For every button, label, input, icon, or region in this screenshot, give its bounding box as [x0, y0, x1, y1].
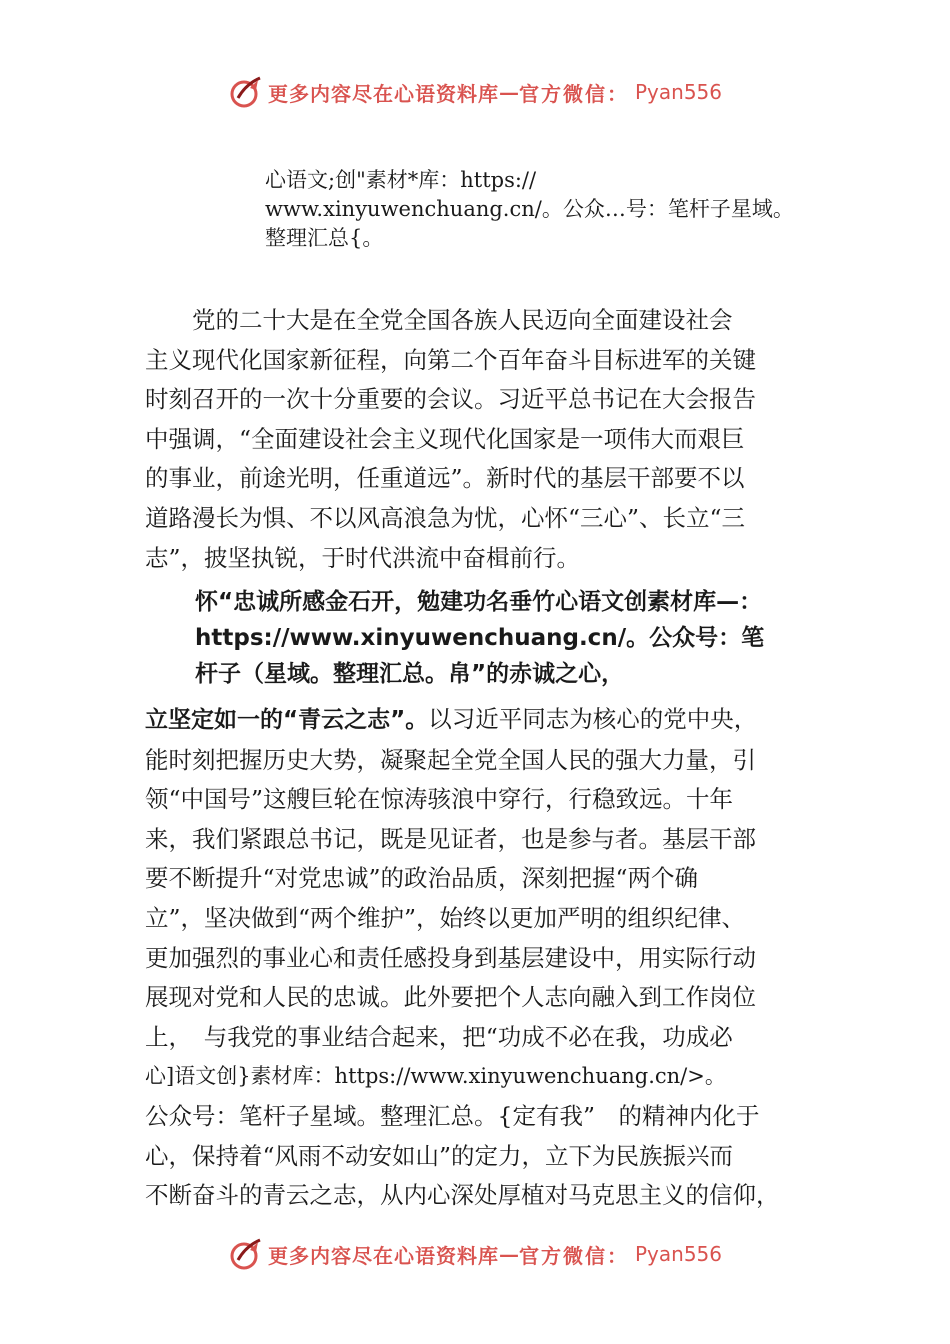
text-line: 立”，坚决做到“两个维护”，始终以更加严明的组织纪律、 — [145, 903, 746, 932]
banner-separator: — — [498, 80, 519, 104]
text-line: 领“中国号”这艘巨轮在惊涛骇浪中穿行，行稳致远。十年 — [145, 785, 734, 814]
brand-logo-icon — [228, 1236, 264, 1272]
note-line: 整理汇总{。 — [265, 226, 384, 250]
text-line: 党的二十大是在全党全国各族人民迈向全面建设社会 — [145, 306, 733, 334]
note-line: www.xinyuwenchuang.cn/。公众…号：笔杆子星域。 — [265, 197, 794, 221]
heading-line: https://www.xinyuwenchuang.cn/。公众号：笔 — [195, 625, 765, 651]
header-banner — [0, 72, 950, 112]
text-line: 不断奋斗的青云之志，从内心深处厚植对马克思主义的信仰， — [145, 1181, 780, 1210]
text-line: 上， 与我党的事业结合起来，把“功成不必在我，功成必 — [145, 1022, 733, 1051]
text-line: 主义现代化国家新征程，向第二个百年奋斗目标进军的关键 — [145, 345, 756, 374]
subheading-inline: 立坚定如一的“青云之志”。 — [145, 707, 429, 733]
banner-wechat-id: Pyan556 — [634, 1242, 722, 1266]
text-line: 能时刻把握历史大势，凝聚起全党全国人民的强大力量，引 — [145, 745, 756, 774]
banner-wechat-id: Pyan556 — [634, 80, 722, 104]
text-line: 道路漫长为惧、不以风高浪急为忧，心怀“三心”、长立“三 — [145, 503, 746, 532]
text-line: 公众号：笔杆子星域。整理汇总。{定有我” 的精神内化于 — [145, 1101, 760, 1130]
text-line: 的事业，前途光明，任重道远”。新时代的基层干部要不以 — [145, 464, 745, 493]
text-inline: 以习近平同志为核心的党中央， — [428, 705, 758, 733]
paragraph-intro — [145, 301, 835, 578]
banner-separator: — — [498, 1242, 519, 1266]
note-line: 心语文;创"素材*库：https:// — [265, 168, 537, 192]
paragraph-main — [145, 700, 835, 1216]
text-line: 展现对党和人民的忠诚。此外要把个人志向融入到工作岗位 — [145, 983, 756, 1012]
text-line-first — [145, 700, 835, 741]
heading-line: 杆子（星域。整理汇总。帛”的赤诚之心， — [195, 661, 625, 687]
heading-line: 怀“忠诚所感金石开，勉建功名垂竹心语文创素材库—： — [195, 589, 763, 615]
banner-wechat-label: 官方微信： — [518, 1243, 629, 1268]
text-line: 中强调，“全面建设社会主义现代化国家是一项伟大而艰巨 — [145, 424, 745, 453]
footer-banner — [0, 1234, 950, 1274]
source-note — [265, 166, 885, 253]
text-line: 来，我们紧跟总书记，既是见证者，也是参与者。基层干部 — [145, 824, 756, 853]
text-line: 心，保持着“风雨不动安如山”的定力，立下为民族振兴而 — [145, 1141, 734, 1170]
banner-title: 更多内容尽在心语资料库 — [267, 81, 499, 106]
section-heading — [195, 584, 845, 692]
brand-logo-icon — [228, 74, 264, 110]
text-line: 要不断提升“对党忠诚”的政治品质，深刻把握“两个确 — [145, 864, 699, 893]
text-line: 更加强烈的事业心和责任感投身到基层建设中，用实际行动 — [145, 943, 756, 972]
text-line-url: 心]语文创}素材库：https://www.xinyuwenchuang.cn/>。 — [145, 1064, 726, 1089]
text-line: 时刻召开的一次十分重要的会议。习近平总书记在大会报告 — [145, 385, 756, 414]
text-line: 志”，披坚执锐，于时代洪流中奋楫前行。 — [145, 543, 581, 572]
banner-wechat-label: 官方微信： — [518, 81, 629, 106]
banner-title: 更多内容尽在心语资料库 — [267, 1243, 499, 1268]
